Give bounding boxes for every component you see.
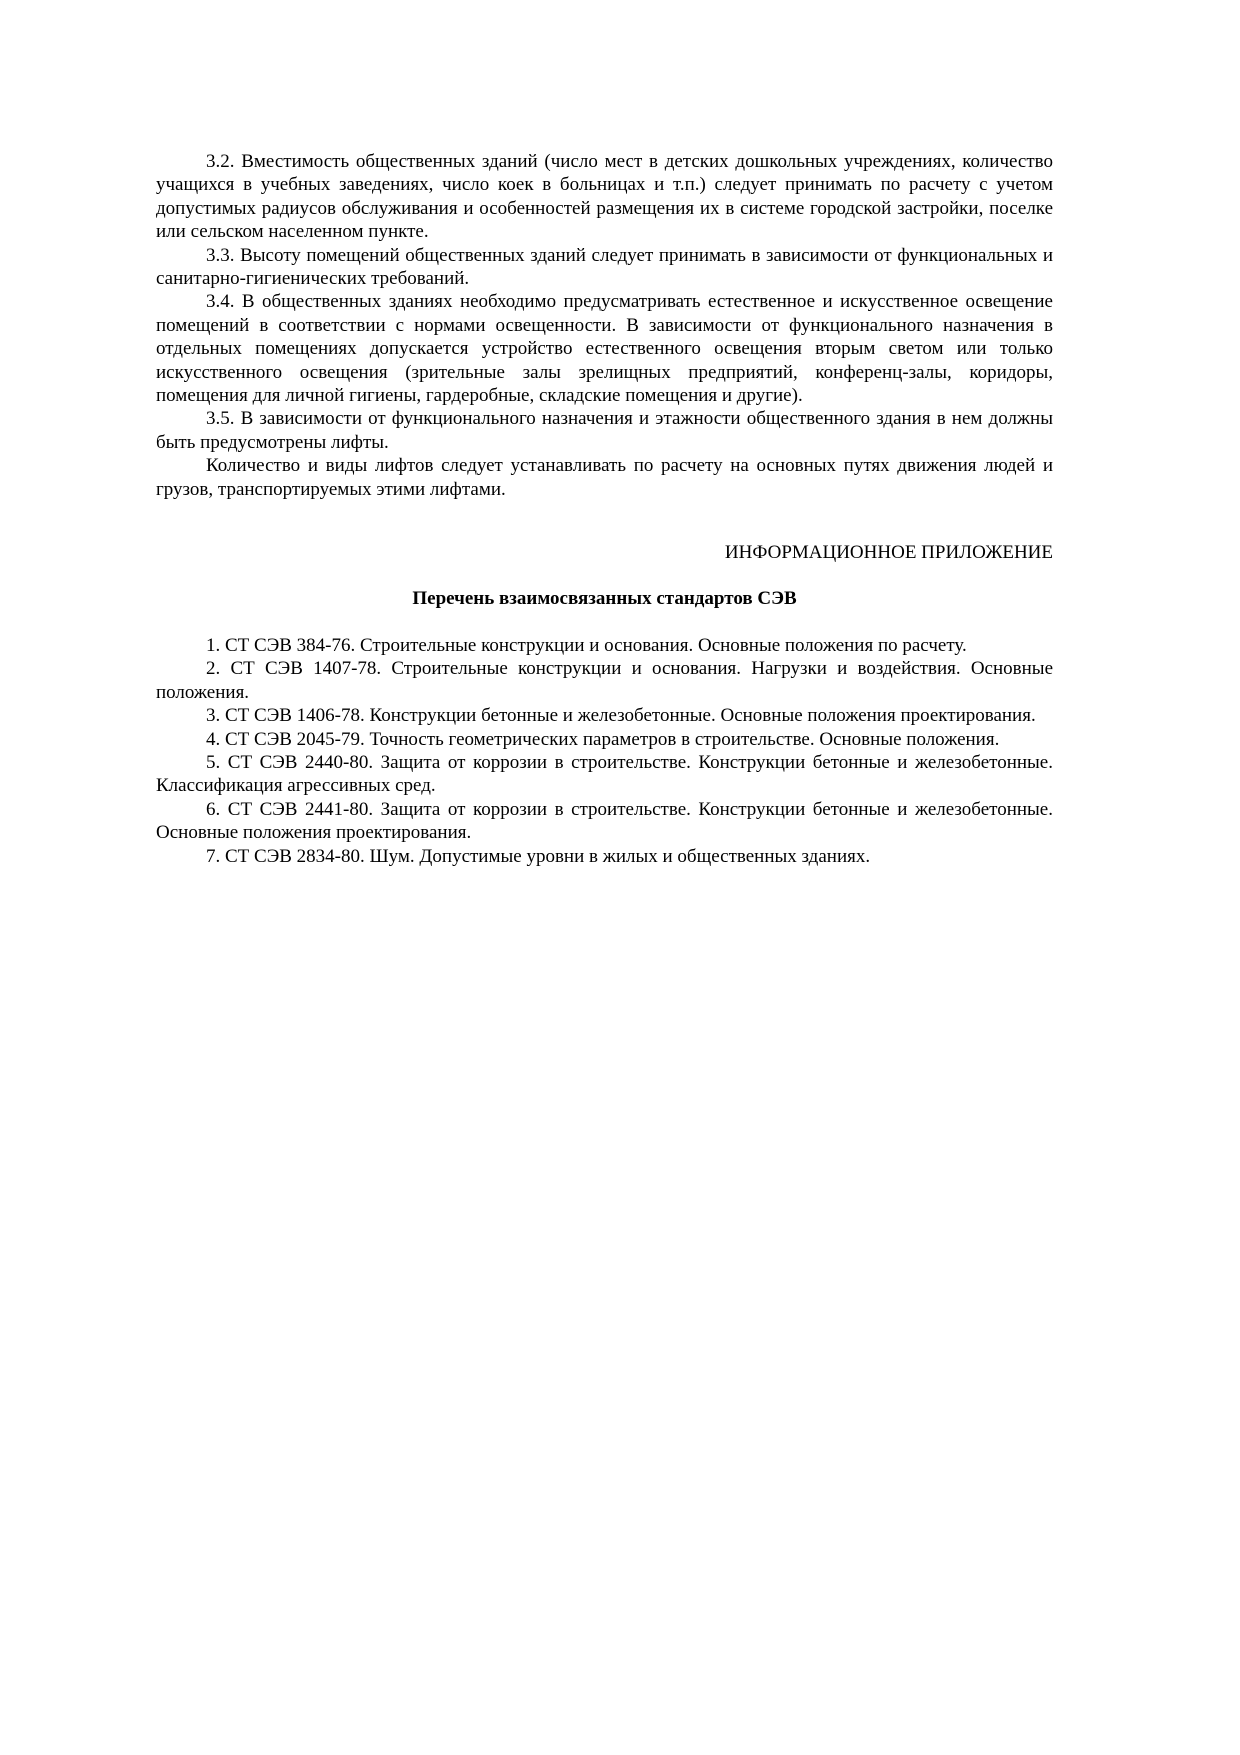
paragraph-3-5: 3.5. В зависимости от функционального назначения и этажности общественного здания в нем должны быть предусмотрены лифты. [156,408,1053,453]
paragraph-3-3: 3.3. Высоту помещений общественных зданий следует принимать в зависимости от функциональных и санитарно-гигиенических требований. [156,244,1053,290]
appendix-label: ИНФОРМАЦИОННОЕ ПРИЛОЖЕНИЕ [724,542,1053,564]
standard-item-7: 7. СТ СЭВ 2834-80. Шум. Допустимые уровни в жилых и общественных зданиях. [206,845,871,867]
paragraph-elevators: Количество и виды лифтов следует устанавливать по расчету на основных путях движения людей и грузов, транспортируемых этими лифтами. [156,455,1053,500]
document-content [156,150,1053,868]
standard-item-3: 3. СТ СЭВ 1406-78. Конструкции бетонные и железобетонные. Основные положения проектирования. [206,705,1036,727]
standard-item-6: 6. СТ СЭВ 2441-80. Защита от коррозии в строительстве. Конструкции бетонные и железобетонные. Основные положения проектирования. [156,798,1053,844]
standards-list [156,634,1053,868]
paragraph-3-4: 3.4. В общественных зданиях необходимо предусматривать естественное и искусственное освещение помещений в соответствии с нормами освещенности. В зависимости от функционального назначения в отдельных помещениях допускается устройство естественного освещения вторым светом или только искусственного освещения (зрительные залы зрелищных предприятий, конференц-залы, коридоры, помещения для личной гигиены, гардеробные, складские помещения и другие). [156,291,1053,407]
standard-item-2: 2. СТ СЭВ 1407-78. Строительные конструкции и основания. Нагрузки и воздействия. Основные положения. [156,658,1053,703]
standard-item-5: 5. СТ СЭВ 2440-80. Защита от коррозии в строительстве. Конструкции бетонные и железобетонные. Классификация агрессивных сред. [156,751,1053,797]
standard-item-4: 4. СТ СЭВ 2045-79. Точность геометрических параметров в строительстве. Основные положения. [206,728,1000,750]
standards-list-title: Перечень взаимосвязанных стандартов СЭВ [412,587,797,609]
paragraph-3-2: 3.2. Вместимость общественных зданий (число мест в детских дошкольных учреждениях, количество учащихся в учебных заведениях, число коек в больницах и т.п.) следует принимать по расчету с учетом допустимых радиусов обслуживания и особенностей размещения их в системе городской застройки, поселке или сельском населенном пункте. [156,151,1053,243]
standard-item-1: 1. СТ СЭВ 384-76. Строительные конструкции и основания. Основные положения по расчету. [206,634,967,656]
